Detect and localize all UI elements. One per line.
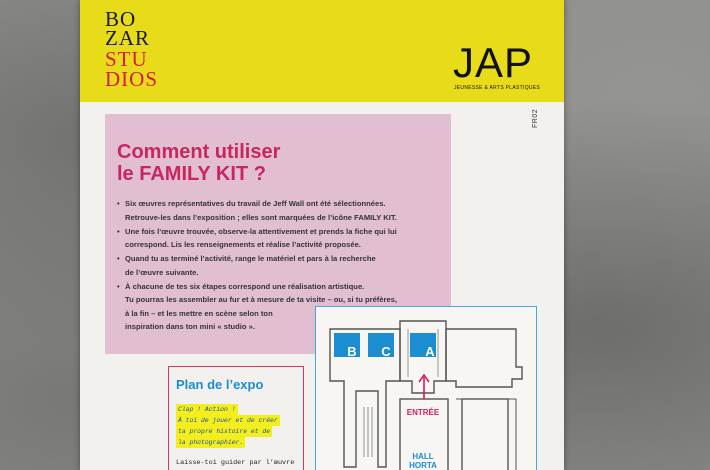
room-c-label: C bbox=[381, 344, 391, 359]
logo-line-4: DIOS bbox=[105, 67, 159, 91]
bullet-line: de l’œuvre suivante. bbox=[125, 267, 199, 277]
map-room-right bbox=[462, 399, 508, 470]
plan-title: Plan de l’expo bbox=[176, 377, 264, 392]
clap-line: À toi de jouer et de créer bbox=[178, 417, 278, 424]
clap-line: Clap ! Action ! bbox=[178, 406, 236, 413]
bullet-line: inspiration dans ton mini « studio ». bbox=[125, 322, 255, 331]
entree-label: ENTRÉE bbox=[406, 408, 440, 417]
logo-line-1: BO bbox=[105, 7, 137, 31]
bullet-line: • À chacune de tes six étapes correspond une réalisation artistique. bbox=[125, 281, 365, 291]
list-item bbox=[117, 197, 442, 224]
logo-line-2: ZAR bbox=[105, 26, 150, 50]
bullet-line: • Quand tu as terminé l’activité, range le matériel et pars à la recherche bbox=[125, 254, 376, 263]
hall-label: HALL bbox=[412, 452, 434, 461]
document-page bbox=[80, 0, 564, 470]
clap-line: ta propre histoire et de bbox=[178, 428, 271, 435]
bullet-line: Retrouve-les dans l’exposition ; elles sont marquées de l’icône FAMILY KIT. bbox=[125, 212, 397, 222]
plan-box bbox=[168, 366, 304, 470]
howto-title-line1: Comment utiliser bbox=[117, 141, 281, 163]
list-item bbox=[117, 225, 442, 252]
list-item bbox=[117, 252, 442, 279]
clap-line: la photographier. bbox=[178, 439, 244, 446]
jap-subtitle: JEUNESSE & ARTS PLASTIQUES bbox=[454, 85, 541, 91]
page-code: FR02 bbox=[532, 108, 539, 128]
logo-line-3: STU bbox=[105, 47, 148, 71]
bullet-line: Tu pourras les assembler au fur et à mesure de ta visite – ou, si tu préfères, bbox=[125, 295, 398, 304]
room-a-label: A bbox=[425, 344, 435, 359]
map-stair bbox=[364, 407, 372, 457]
entry-arrow bbox=[419, 375, 429, 399]
clap-text bbox=[176, 404, 280, 448]
jap-logo: JAP bbox=[453, 39, 534, 86]
howto-title-line2: le FAMILY KIT ? bbox=[117, 163, 266, 185]
map-outline-right bbox=[446, 329, 522, 387]
floor-map bbox=[315, 306, 537, 470]
bullet-line: • Une fois l’œuvre trouvée, observe-la attentivement et prends la fiche qui lui bbox=[125, 226, 397, 236]
header-band bbox=[80, 0, 564, 102]
bullet-line: correspond. Lis les renseignements et réalise l’activité proposée. bbox=[125, 240, 361, 249]
bullet-line: à la fin – et les mettre en scène selon ton bbox=[125, 308, 273, 318]
map-wall bbox=[456, 399, 516, 470]
floor-plan-svg bbox=[316, 307, 537, 470]
room-b-label: B bbox=[347, 344, 357, 359]
horta-label: HORTA bbox=[409, 461, 437, 470]
howto-title bbox=[117, 141, 417, 185]
laisse-text: Laisse-toi guider par l’œuvre bbox=[176, 459, 295, 467]
bullet-line: • Six œuvres représentatives du travail de Jeff Wall ont été sélectionnées. bbox=[125, 199, 386, 208]
